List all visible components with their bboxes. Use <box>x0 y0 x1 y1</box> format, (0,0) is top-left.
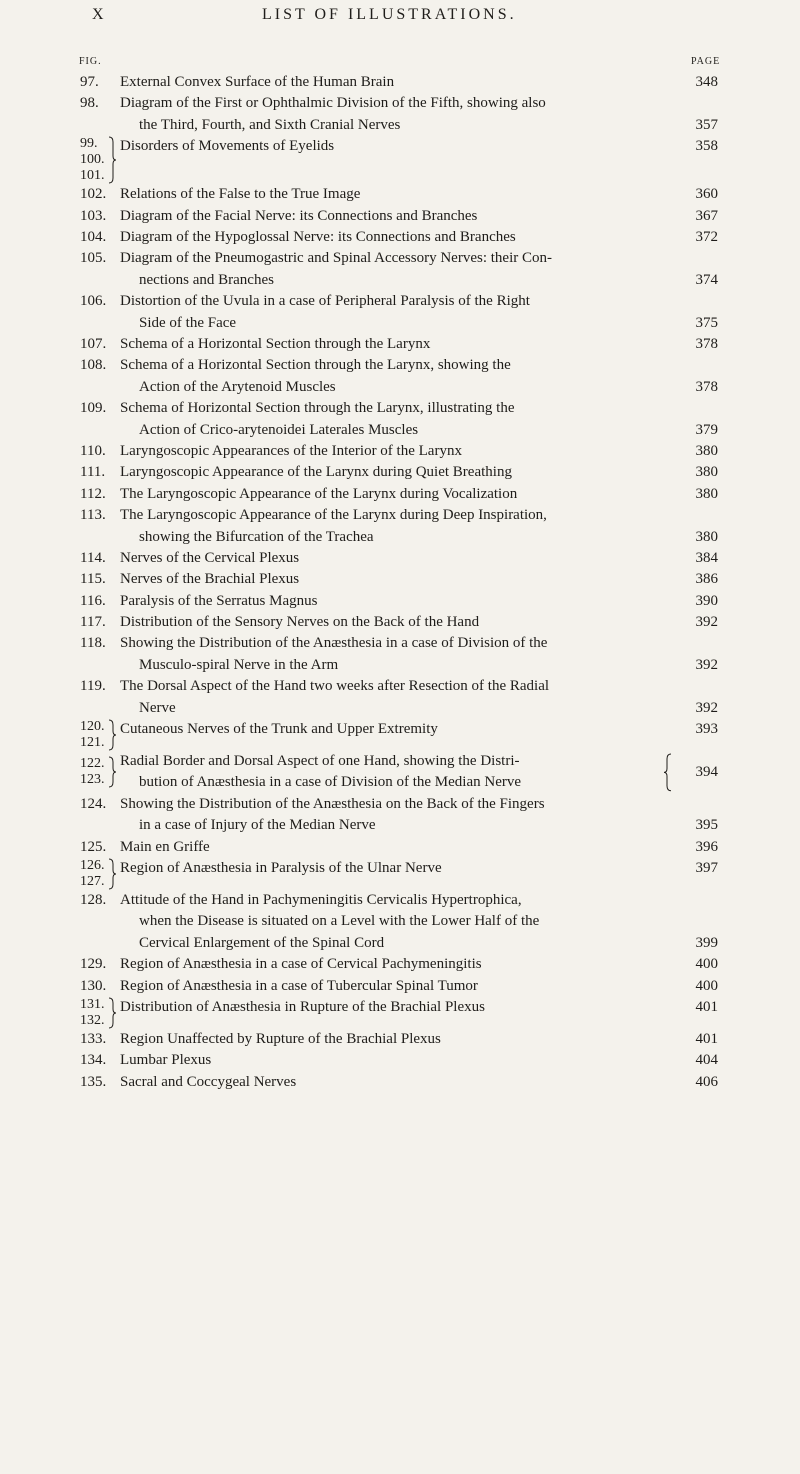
page-number-roman: X <box>92 6 106 23</box>
list-entry <box>0 1029 800 1050</box>
caption-line: Region of Anæsthesia in Paralysis of the Ulnar Nerve <box>120 860 442 877</box>
page-reference: 386 <box>695 571 718 588</box>
list-entry <box>0 227 800 248</box>
figure-caption <box>120 227 710 248</box>
figure-number: 101. <box>80 168 105 184</box>
figure-caption <box>120 997 710 1018</box>
figure-number: 104. <box>80 228 107 245</box>
page-reference: 375 <box>695 314 718 331</box>
list-entry <box>0 334 800 355</box>
page-reference: 404 <box>695 1052 718 1069</box>
figure-caption <box>120 858 710 879</box>
list-entry <box>0 505 800 548</box>
list-entry <box>0 355 800 398</box>
figure-caption <box>120 569 710 590</box>
caption-line: Schema of a Horizontal Section through the Larynx, showing the <box>120 357 511 374</box>
page-reference: 374 <box>695 271 718 288</box>
figure-number: 118. <box>80 635 106 652</box>
figure-caption <box>120 1029 710 1050</box>
figure-caption <box>120 136 710 157</box>
caption-line: Nerves of the Brachial Plexus <box>120 571 300 588</box>
caption-line: Schema of a Horizontal Section through the Larynx <box>120 335 431 352</box>
page-reference: 384 <box>695 549 718 566</box>
figure-number: 114. <box>80 549 106 566</box>
page-reference: 394 <box>695 763 718 780</box>
figure-number: 126. <box>80 858 105 874</box>
figure-number: 98. <box>80 95 99 112</box>
list-entry <box>0 954 800 975</box>
figure-number: 116. <box>80 592 106 609</box>
list-entry <box>0 676 800 719</box>
figure-caption <box>120 954 710 975</box>
caption-line: Laryngoscopic Appearances of the Interior of the Larynx <box>120 442 462 459</box>
caption-line: The Dorsal Aspect of the Hand two weeks after Resection of the Radial <box>120 678 550 695</box>
caption-line: Relations of the False to the True Image <box>120 186 361 203</box>
figure-number: 108. <box>80 357 107 374</box>
figure-number: 115. <box>80 571 106 588</box>
caption-line: Action of Crico-arytenoidei Laterales Muscles <box>139 421 419 438</box>
list-entry <box>0 569 800 590</box>
caption-line: bution of Anæsthesia in a case of Division of the Median Nerve <box>139 774 522 791</box>
caption-line: Laryngoscopic Appearance of the Larynx during Quiet Breathing <box>120 464 512 481</box>
list-entry <box>0 206 800 227</box>
page-reference: 367 <box>695 207 718 224</box>
figure-number: 124. <box>80 795 107 812</box>
figure-caption <box>120 72 710 93</box>
figure-caption <box>120 93 710 136</box>
list-entry <box>0 890 800 954</box>
list-entry <box>0 1072 800 1093</box>
page-reference: 360 <box>695 186 718 203</box>
caption-line: Distortion of the Uvula in a case of Peripheral Paralysis of the Right <box>120 293 530 310</box>
figure-caption <box>120 462 710 483</box>
page-reference: 357 <box>695 116 718 133</box>
figure-caption <box>120 291 710 334</box>
figure-caption <box>120 837 710 858</box>
caption-line: Schema of Horizontal Section through the Larynx, illustrating the <box>120 400 515 417</box>
figure-number: 132. <box>80 1013 105 1029</box>
page-reference: 380 <box>695 442 718 459</box>
figure-number: 119. <box>80 678 106 695</box>
figure-caption <box>120 441 710 462</box>
page-reference: 378 <box>695 335 718 352</box>
page-reference: 406 <box>695 1073 718 1090</box>
caption-line: when the Disease is situated on a Level with the Lower Half of the <box>139 913 540 930</box>
caption-line: Region of Anæsthesia in a case of Tubercular Spinal Tumor <box>120 977 478 994</box>
page-column-label: PAGE <box>691 56 721 67</box>
caption-line: Distribution of Anæsthesia in Rupture of the Brachial Plexus <box>120 999 485 1016</box>
figure-number: 103. <box>80 207 107 224</box>
caption-line: Action of the Arytenoid Muscles <box>139 378 336 395</box>
page-reference: 358 <box>695 138 718 155</box>
page-reference: 400 <box>695 977 718 994</box>
page-reference: 348 <box>695 74 718 90</box>
page-reference: 401 <box>695 1031 718 1048</box>
figure-caption <box>120 794 710 837</box>
caption-line: External Convex Surface of the Human Brain <box>120 74 395 90</box>
figure-number: 110. <box>80 442 106 459</box>
caption-line: Diagram of the Pneumogastric and Spinal Accessory Nerves: their Con- <box>120 250 552 267</box>
caption-line: Lumbar Plexus <box>120 1052 212 1069</box>
group-brace <box>108 719 116 751</box>
figure-caption <box>120 355 710 398</box>
figure-number: 125. <box>80 838 107 855</box>
figure-number: 122. <box>80 756 105 772</box>
figure-number: 123. <box>80 772 105 788</box>
figure-caption <box>120 484 710 505</box>
caption-line: Disorders of Movements of Eyelids <box>120 138 335 155</box>
list-entry <box>0 591 800 612</box>
figure-caption <box>120 751 710 794</box>
caption-line: The Laryngoscopic Appearance of the Larynx during Deep Inspiration, <box>120 507 547 524</box>
page-reference: 379 <box>695 421 718 438</box>
list-entry <box>0 1050 800 1071</box>
page-reference: 400 <box>695 956 718 973</box>
caption-line: showing the Bifurcation of the Trachea <box>139 528 374 545</box>
caption-line: Nerve <box>139 699 176 716</box>
list-entry <box>0 976 800 997</box>
caption-line: Paralysis of the Serratus Magnus <box>120 592 318 609</box>
list-entry <box>0 484 800 505</box>
page-reference: 390 <box>695 592 718 609</box>
figure-caption <box>120 184 710 205</box>
figure-number: 131. <box>80 997 105 1013</box>
figure-number: 97. <box>80 74 99 90</box>
figure-caption <box>120 676 710 719</box>
figure-caption <box>120 719 710 740</box>
figure-caption <box>120 1072 710 1093</box>
group-brace <box>108 756 116 788</box>
list-entry <box>0 136 800 184</box>
caption-line: Cutaneous Nerves of the Trunk and Upper Extremity <box>120 721 438 738</box>
caption-line: Nerves of the Cervical Plexus <box>120 549 300 566</box>
figure-caption <box>120 976 710 997</box>
figure-number: 113. <box>80 507 106 524</box>
figure-caption <box>120 548 710 569</box>
page-reference: 392 <box>695 656 718 673</box>
figure-caption <box>120 398 710 441</box>
caption-line: Musculo-spiral Nerve in the Arm <box>139 656 339 673</box>
caption-line: in a case of Injury of the Median Nerve <box>139 817 376 834</box>
list-entry <box>0 548 800 569</box>
caption-line: Radial Border and Dorsal Aspect of one Hand, showing the Distri- <box>120 753 520 770</box>
page-reference: 395 <box>695 817 718 834</box>
list-entry <box>0 997 800 1029</box>
caption-line: Diagram of the Facial Nerve: its Connections and Branches <box>120 207 478 224</box>
caption-line: Region of Anæsthesia in a case of Cervical Pachymeningitis <box>120 956 482 973</box>
figure-number: 129. <box>80 956 107 973</box>
figure-caption <box>120 1050 710 1071</box>
figure-number: 99. <box>80 136 98 152</box>
caption-line: Side of the Face <box>139 314 237 331</box>
figure-number: 134. <box>80 1052 107 1069</box>
caption-line: Main en Griffe <box>120 838 210 855</box>
list-entry <box>0 248 800 291</box>
figure-number: 117. <box>80 614 106 631</box>
figure-caption <box>120 890 710 954</box>
page-reference: 393 <box>695 721 718 738</box>
figure-caption <box>120 206 710 227</box>
caption-line: the Third, Fourth, and Sixth Cranial Nerves <box>139 116 401 133</box>
right-group-brace <box>664 753 672 794</box>
figure-number: 128. <box>80 892 107 909</box>
list-entry <box>0 633 800 676</box>
page-reference: 380 <box>695 464 718 481</box>
figure-number: 102. <box>80 186 107 203</box>
page-reference: 401 <box>695 999 718 1016</box>
list-entry <box>0 719 800 751</box>
figure-caption <box>120 334 710 355</box>
caption-line: Showing the Distribution of the Anæsthesia on the Back of the Fingers <box>120 795 545 812</box>
figure-caption <box>120 633 710 676</box>
figure-number: 130. <box>80 977 107 994</box>
figure-caption <box>120 612 710 633</box>
illustrations-list <box>0 72 800 1093</box>
figure-number: 112. <box>80 485 106 502</box>
figure-caption <box>120 591 710 612</box>
page-reference: 397 <box>695 860 718 877</box>
list-entry <box>0 72 800 93</box>
caption-line: Region Unaffected by Rupture of the Brachial Plexus <box>120 1031 441 1048</box>
caption-line: Diagram of the First or Ophthalmic Division of the Fifth, showing also <box>120 95 546 112</box>
group-brace <box>108 858 116 890</box>
figure-number: 135. <box>80 1073 107 1090</box>
figure-number: 133. <box>80 1031 107 1048</box>
caption-line: The Laryngoscopic Appearance of the Larynx during Vocalization <box>120 485 518 502</box>
list-entry <box>0 751 800 794</box>
figure-number: 105. <box>80 250 107 267</box>
caption-line: nections and Branches <box>139 271 274 288</box>
figure-caption <box>120 248 710 291</box>
page-reference: 378 <box>695 378 718 395</box>
figure-caption <box>120 505 710 548</box>
page-reference: 396 <box>695 838 718 855</box>
page-reference: 392 <box>695 614 718 631</box>
page-reference: 392 <box>695 699 718 716</box>
caption-line: Sacral and Coccygeal Nerves <box>120 1073 297 1090</box>
list-entry <box>0 858 800 890</box>
list-entry <box>0 837 800 858</box>
page-title: LIST OF ILLUSTRATIONS. <box>262 6 517 23</box>
caption-line: Showing the Distribution of the Anæsthesia in a case of Division of the <box>120 635 548 652</box>
page-reference: 372 <box>695 228 718 245</box>
list-entry <box>0 93 800 136</box>
group-brace <box>108 136 116 184</box>
caption-line: Attitude of the Hand in Pachymeningitis Cervicalis Hypertrophica, <box>120 892 522 909</box>
fig-column-label: FIG. <box>79 56 102 67</box>
figure-number: 111. <box>80 464 106 481</box>
page-reference: 399 <box>695 934 718 951</box>
running-header <box>0 6 800 32</box>
caption-line: Cervical Enlargement of the Spinal Cord <box>139 934 385 951</box>
figure-number: 109. <box>80 400 107 417</box>
page-reference: 380 <box>695 485 718 502</box>
page-reference: 380 <box>695 528 718 545</box>
caption-line: Diagram of the Hypoglossal Nerve: its Connections and Branches <box>120 228 516 245</box>
list-entry <box>0 462 800 483</box>
figure-number: 100. <box>80 152 105 168</box>
list-entry <box>0 794 800 837</box>
list-entry <box>0 398 800 441</box>
group-brace <box>108 997 116 1029</box>
list-entry <box>0 184 800 205</box>
list-entry <box>0 612 800 633</box>
figure-number: 107. <box>80 335 107 352</box>
figure-number: 127. <box>80 874 105 890</box>
figure-number: 106. <box>80 293 107 310</box>
list-entry <box>0 291 800 334</box>
figure-number: 120. <box>80 719 105 735</box>
figure-number: 121. <box>80 735 105 751</box>
list-entry <box>0 441 800 462</box>
caption-line: Distribution of the Sensory Nerves on the Back of the Hand <box>120 614 480 631</box>
